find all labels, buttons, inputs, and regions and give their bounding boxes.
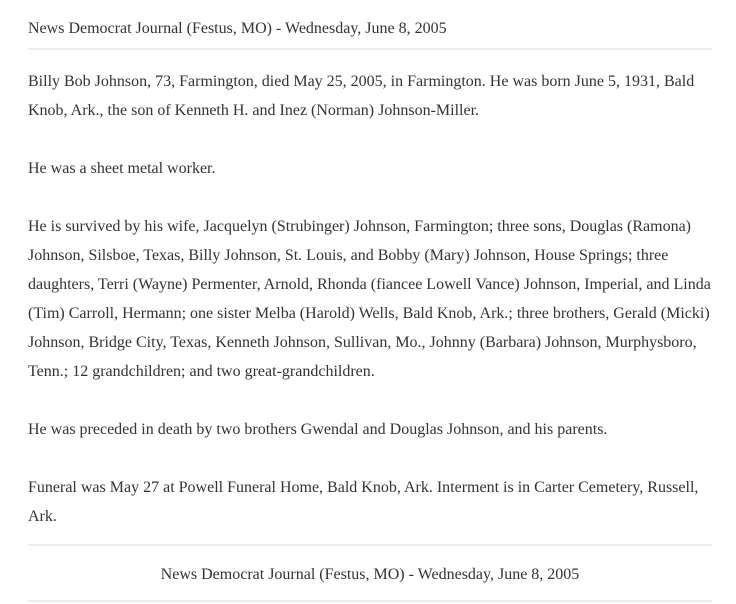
paragraph-death-notice: Billy Bob Johnson, 73, Farmington, died May 25, 2005, in Farmington. He was born June 5, 1931, Bald Knob, Ark., the son of Kenneth H. and Inez (Norman) Johnson-Miller.: [28, 73, 695, 119]
paragraph-funeral: Funeral was May 27 at Powell Funeral Home, Bald Knob, Ark. Interment is in Carter Cemetery, Russell, Ark.: [28, 479, 699, 525]
paragraph-occupation: He was a sheet metal worker.: [28, 160, 216, 177]
header-divider: [28, 48, 712, 50]
source-footer: News Democrat Journal (Festus, MO) - Wednesday, June 8, 2005: [160, 566, 580, 583]
footer-divider: [28, 544, 712, 546]
obituary-body: [28, 67, 712, 560]
bottom-divider: [28, 600, 712, 602]
paragraph-preceded: He was preceded in death by two brothers Gwendal and Douglas Johnson, and his parents.: [28, 421, 608, 438]
source-header: News Democrat Journal (Festus, MO) - Wednesday, June 8, 2005: [28, 20, 447, 37]
paragraph-survivors: He is survived by his wife, Jacquelyn (Strubinger) Johnson, Farmington; three sons, Douglas (Ramona) Johnson, Silsboe, Texas, Billy Johnson, St. Louis, and Bobby (Mary) Johnson, House Springs; three daughters, Terri (Wayne) Permenter, Arnold, Rhonda (fiancee Lowell Vance) Johnson, Imperial, and Linda (Tim) Carroll, Hermann; one sister Melba (Harold) Wells, Bald Knob, Ark.; three brothers, Gerald (Micki) Johnson, Bridge City, Texas, Kenneth Johnson, Sullivan, Mo., Johnny (Barbara) Johnson, Murphysboro, Tenn.; 12 grandchildren; and two great-grandchildren.: [28, 218, 711, 380]
